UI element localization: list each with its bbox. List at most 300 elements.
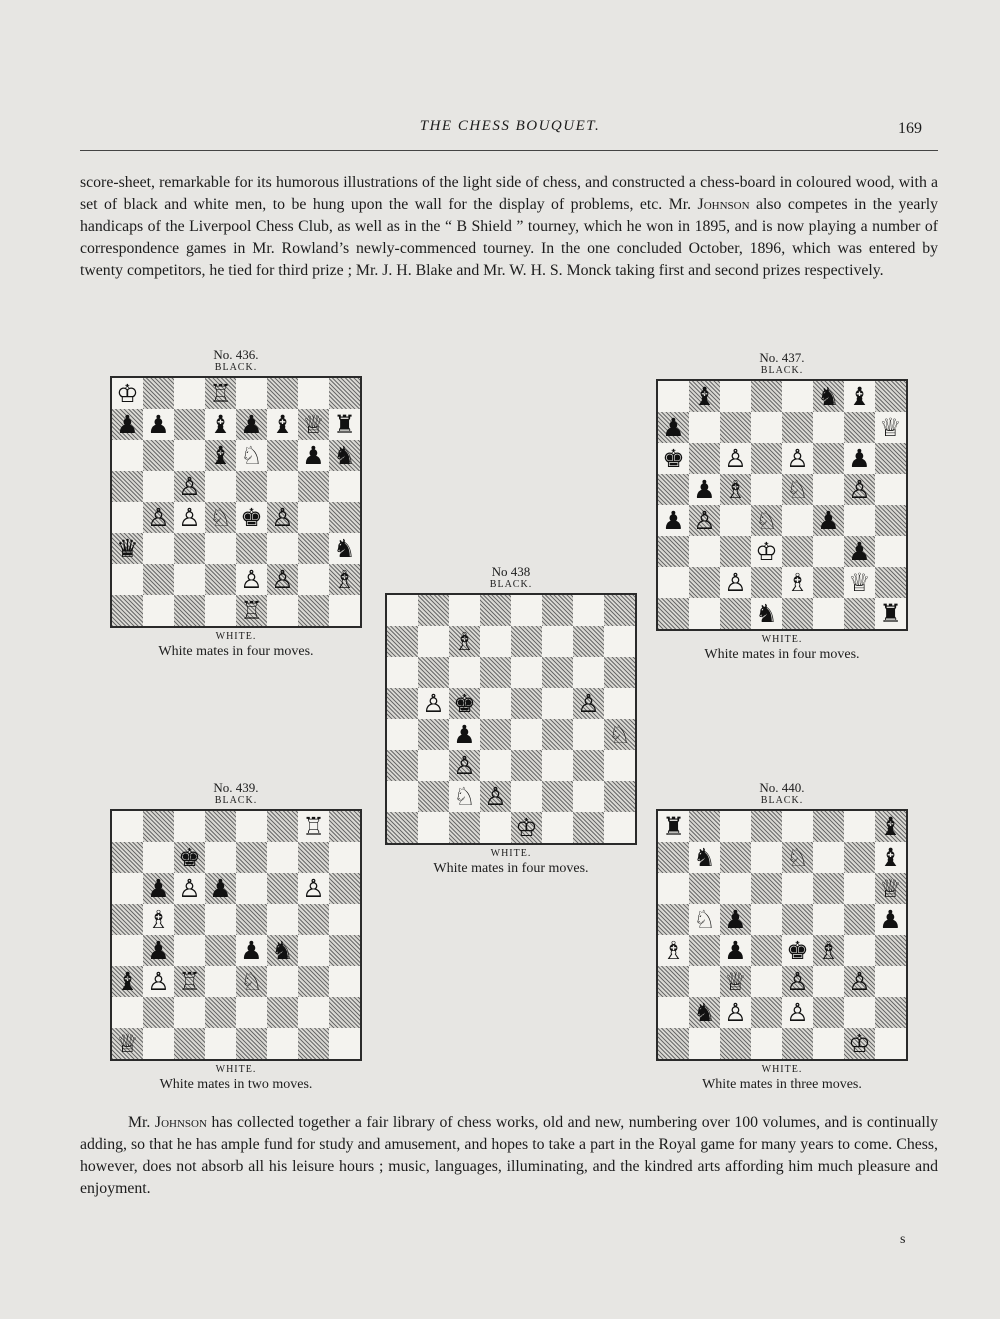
white-knight-icon: ♘ (786, 475, 809, 504)
running-title: THE CHESS BOUQUET. (419, 118, 601, 134)
white-pawn-icon: ♙ (178, 874, 201, 903)
board-square (112, 935, 143, 966)
board-square (573, 719, 604, 750)
board-square (511, 626, 542, 657)
problem-caption: White mates in two moves. (159, 1077, 313, 1092)
black-pawn-icon: ♟ (848, 537, 871, 566)
white-queen-icon: ♕ (724, 967, 747, 996)
board-square (143, 564, 174, 595)
problem-436 (110, 347, 362, 660)
board-square (813, 474, 844, 505)
board-square (542, 626, 573, 657)
board-square (205, 935, 236, 966)
board-square (542, 750, 573, 781)
white-pawn-icon: ♙ (786, 444, 809, 473)
board-square (236, 1028, 267, 1059)
white-queen-icon: ♕ (879, 874, 902, 903)
white-label: WHITE. (215, 1064, 257, 1075)
black-pawn-icon: ♟ (240, 410, 263, 439)
black-bishop-icon: ♝ (693, 382, 716, 411)
black-pawn-icon: ♟ (848, 444, 871, 473)
board-square (143, 471, 174, 502)
black-knight-icon: ♞ (271, 936, 294, 965)
board-square (782, 873, 813, 904)
board-square (387, 595, 418, 626)
problem-number: No. 440. (759, 780, 805, 795)
white-pawn-icon: ♙ (271, 503, 294, 532)
board-square (875, 505, 906, 536)
board-square (267, 904, 298, 935)
board-square (875, 935, 906, 966)
board-square (782, 412, 813, 443)
name-johnson: Johnson (697, 196, 750, 213)
board-square (143, 595, 174, 626)
white-bishop-icon: ♗ (817, 936, 840, 965)
board-square (542, 719, 573, 750)
board-square (658, 598, 689, 629)
white-queen-icon: ♕ (848, 568, 871, 597)
chess-board (385, 593, 637, 845)
board-square (875, 474, 906, 505)
board-square (112, 440, 143, 471)
board-square (751, 904, 782, 935)
board-square (751, 1028, 782, 1059)
board-square (174, 409, 205, 440)
black-king-icon: ♚ (240, 503, 263, 532)
board-square (387, 781, 418, 812)
board-square (720, 412, 751, 443)
board-square (205, 1028, 236, 1059)
board-square (658, 474, 689, 505)
board-square (604, 657, 635, 688)
black-knight-icon: ♞ (693, 843, 716, 872)
board-square (174, 595, 205, 626)
black-label: BLACK. (214, 362, 258, 373)
black-queen-icon: ♛ (116, 534, 139, 563)
board-square (689, 811, 720, 842)
board-square (813, 997, 844, 1028)
board-square (329, 966, 360, 997)
white-pawn-icon: ♙ (848, 967, 871, 996)
board-square (143, 811, 174, 842)
black-king-icon: ♚ (453, 689, 476, 718)
white-pawn-icon: ♙ (147, 503, 170, 532)
board-square (267, 842, 298, 873)
board-square (573, 750, 604, 781)
black-knight-icon: ♞ (817, 382, 840, 411)
board-square (689, 1028, 720, 1059)
board-square (418, 750, 449, 781)
board-square (267, 471, 298, 502)
white-knight-icon: ♘ (240, 441, 263, 470)
board-square (329, 595, 360, 626)
board-square (174, 1028, 205, 1059)
black-bishop-icon: ♝ (116, 967, 139, 996)
white-bishop-icon: ♗ (333, 565, 356, 594)
signature-mark: s (900, 1232, 906, 1247)
white-pawn-icon: ♙ (178, 472, 201, 501)
white-pawn-icon: ♙ (577, 689, 600, 718)
board-square (236, 378, 267, 409)
board-square (875, 567, 906, 598)
board-square (236, 904, 267, 935)
board-square (298, 997, 329, 1028)
white-rook-icon: ♖ (178, 967, 201, 996)
board-square (205, 533, 236, 564)
board-square (689, 598, 720, 629)
black-bishop-icon: ♝ (879, 843, 902, 872)
paragraph-1-text-a: score-sheet, remarkable for its humorous illustrations of the light side of chess, and constructed a chess-board in coloured wood, with a set of black and white men, to be hung upon the wall for the display of problems, etc. Mr. (80, 174, 938, 213)
board-square (604, 781, 635, 812)
board-square (720, 536, 751, 567)
white-rook-icon: ♖ (302, 812, 325, 841)
problem-438 (385, 564, 637, 877)
board-square (813, 873, 844, 904)
board-square (298, 533, 329, 564)
board-square (844, 873, 875, 904)
board-square (418, 626, 449, 657)
board-square (418, 781, 449, 812)
white-pawn-icon: ♙ (786, 998, 809, 1027)
board-square (143, 533, 174, 564)
board-square (542, 688, 573, 719)
black-pawn-icon: ♟ (453, 720, 476, 749)
white-label: WHITE. (490, 848, 532, 859)
white-bishop-icon: ♗ (147, 905, 170, 934)
board-square (267, 440, 298, 471)
board-square (720, 842, 751, 873)
board-square (720, 598, 751, 629)
board-square (844, 904, 875, 935)
board-square (449, 595, 480, 626)
board-square (143, 842, 174, 873)
white-queen-icon: ♕ (302, 410, 325, 439)
board-square (511, 750, 542, 781)
black-bishop-icon: ♝ (209, 441, 232, 470)
board-square (658, 567, 689, 598)
black-king-icon: ♚ (178, 843, 201, 872)
black-pawn-icon: ♟ (240, 936, 263, 965)
white-label: WHITE. (761, 634, 803, 645)
board-square (298, 904, 329, 935)
black-rook-icon: ♜ (879, 599, 902, 628)
board-square (112, 502, 143, 533)
board-square (511, 781, 542, 812)
board-square (782, 381, 813, 412)
board-square (844, 505, 875, 536)
board-square (782, 811, 813, 842)
header-rule (80, 150, 938, 151)
board-square (174, 440, 205, 471)
board-square (329, 378, 360, 409)
chess-board (656, 379, 908, 631)
board-square (511, 719, 542, 750)
board-square (573, 781, 604, 812)
board-square (205, 564, 236, 595)
board-square (267, 997, 298, 1028)
board-square (658, 1028, 689, 1059)
board-square (720, 1028, 751, 1059)
board-square (267, 966, 298, 997)
white-knight-icon: ♘ (786, 843, 809, 872)
black-label: BLACK. (760, 795, 804, 806)
board-square (112, 564, 143, 595)
board-square (112, 471, 143, 502)
black-pawn-icon: ♟ (693, 475, 716, 504)
board-square (267, 873, 298, 904)
board-square (143, 997, 174, 1028)
white-pawn-icon: ♙ (271, 565, 294, 594)
problem-437 (656, 350, 908, 663)
white-knight-icon: ♘ (755, 506, 778, 535)
board-square (689, 536, 720, 567)
black-pawn-icon: ♟ (147, 874, 170, 903)
board-square (689, 443, 720, 474)
board-square (813, 567, 844, 598)
board-square (174, 533, 205, 564)
paragraph-1 (80, 172, 938, 282)
white-pawn-icon: ♙ (422, 689, 445, 718)
board-square (720, 811, 751, 842)
board-square (112, 811, 143, 842)
board-square (236, 811, 267, 842)
white-queen-icon: ♕ (116, 1029, 139, 1058)
board-square (658, 873, 689, 904)
board-square (112, 595, 143, 626)
board-square (658, 381, 689, 412)
board-square (844, 598, 875, 629)
white-pawn-icon: ♙ (453, 751, 476, 780)
board-square (143, 440, 174, 471)
board-square (875, 381, 906, 412)
board-square (573, 595, 604, 626)
board-square (875, 1028, 906, 1059)
board-square (573, 626, 604, 657)
board-square (418, 719, 449, 750)
board-square (387, 750, 418, 781)
black-pawn-icon: ♟ (116, 410, 139, 439)
black-king-icon: ♚ (786, 936, 809, 965)
board-square (844, 935, 875, 966)
black-bishop-icon: ♝ (209, 410, 232, 439)
problem-caption: White mates in four moves. (158, 644, 314, 659)
board-square (658, 842, 689, 873)
board-square (511, 657, 542, 688)
black-label: BLACK. (214, 795, 258, 806)
white-knight-icon: ♘ (240, 967, 263, 996)
board-square (205, 966, 236, 997)
black-knight-icon: ♞ (333, 441, 356, 470)
board-square (449, 657, 480, 688)
board-square (205, 471, 236, 502)
page-number: 169 (898, 120, 922, 137)
board-square (751, 997, 782, 1028)
board-square (418, 657, 449, 688)
problem-440 (656, 780, 908, 1093)
problem-439 (110, 780, 362, 1093)
board-square (813, 598, 844, 629)
board-square (267, 1028, 298, 1059)
white-label: WHITE. (215, 631, 257, 642)
white-pawn-icon: ♙ (724, 998, 747, 1027)
board-square (604, 688, 635, 719)
board-square (298, 471, 329, 502)
board-square (720, 381, 751, 412)
board-square (112, 873, 143, 904)
white-knight-icon: ♘ (209, 503, 232, 532)
black-label: BLACK. (760, 365, 804, 376)
white-pawn-icon: ♙ (693, 506, 716, 535)
white-pawn-icon: ♙ (848, 475, 871, 504)
board-square (329, 904, 360, 935)
board-square (329, 997, 360, 1028)
black-bishop-icon: ♝ (879, 812, 902, 841)
board-square (329, 502, 360, 533)
board-square (782, 904, 813, 935)
board-square (658, 536, 689, 567)
black-knight-icon: ♞ (755, 599, 778, 628)
board-square (751, 873, 782, 904)
white-queen-icon: ♕ (879, 413, 902, 442)
board-square (542, 812, 573, 843)
board-square (604, 812, 635, 843)
board-square (689, 966, 720, 997)
board-square (658, 997, 689, 1028)
black-pawn-icon: ♟ (302, 441, 325, 470)
white-knight-icon: ♘ (608, 720, 631, 749)
black-rook-icon: ♜ (662, 812, 685, 841)
problem-caption: White mates in four moves. (704, 647, 860, 662)
white-rook-icon: ♖ (209, 379, 232, 408)
board-square (298, 966, 329, 997)
board-square (387, 688, 418, 719)
board-square (751, 474, 782, 505)
board-square (205, 811, 236, 842)
white-rook-icon: ♖ (240, 596, 263, 625)
board-square (720, 873, 751, 904)
paragraph-1-text-b: also competes in the yearly handicaps of the Liverpool Chess Club, as well as in the “ B Shield ” tourney, which he won in 1895, and is now playing a number of correspondence games in Mr. Rowland’s newly-commenced tourney. In the one concluded October, 1896, which was entered by twenty competitors, he tied for third prize ; Mr. J. H. Blake and Mr. W. H. S. Monck taking first and second prizes respectively. (80, 196, 938, 279)
board-square (658, 904, 689, 935)
white-pawn-icon: ♙ (178, 503, 201, 532)
board-square (751, 966, 782, 997)
board-square (143, 1028, 174, 1059)
board-square (751, 842, 782, 873)
board-square (689, 873, 720, 904)
black-king-icon: ♚ (662, 444, 685, 473)
board-square (205, 595, 236, 626)
board-square (604, 626, 635, 657)
white-pawn-icon: ♙ (484, 782, 507, 811)
black-pawn-icon: ♟ (147, 410, 170, 439)
board-square (236, 842, 267, 873)
board-square (143, 378, 174, 409)
white-pawn-icon: ♙ (724, 444, 747, 473)
board-square (844, 811, 875, 842)
black-bishop-icon: ♝ (271, 410, 294, 439)
board-square (112, 842, 143, 873)
board-square (418, 812, 449, 843)
board-square (542, 595, 573, 626)
board-square (205, 997, 236, 1028)
board-square (112, 904, 143, 935)
chess-board (110, 809, 362, 1061)
board-square (329, 935, 360, 966)
problem-number: No 438 (491, 564, 531, 579)
board-square (480, 719, 511, 750)
board-square (329, 873, 360, 904)
board-square (298, 502, 329, 533)
white-label: WHITE. (761, 1064, 803, 1075)
black-rook-icon: ♜ (333, 410, 356, 439)
board-square (844, 997, 875, 1028)
board-square (329, 471, 360, 502)
board-square (329, 1028, 360, 1059)
paragraph-2 (80, 1112, 938, 1200)
board-square (329, 842, 360, 873)
white-knight-icon: ♘ (693, 905, 716, 934)
black-label: BLACK. (489, 579, 533, 590)
board-square (813, 536, 844, 567)
board-square (174, 904, 205, 935)
paragraph-2-text-b: has collected together a fair library of chess works, old and new, numbering over 100 volumes, and is continually adding, so that he has ample fund for study and amusement, and hopes to take a part in the Royal game for many years to come. Chess, however, does not absorb all his leisure hours ; music, languages, illuminating, and the kindred arts affording him much pleasure and enjoyment. (80, 1114, 939, 1197)
board-square (751, 443, 782, 474)
board-square (329, 811, 360, 842)
white-pawn-icon: ♙ (147, 967, 170, 996)
board-square (449, 812, 480, 843)
board-square (267, 533, 298, 564)
chess-board (110, 376, 362, 628)
board-square (875, 443, 906, 474)
white-bishop-icon: ♗ (724, 475, 747, 504)
board-square (751, 381, 782, 412)
black-pawn-icon: ♟ (662, 413, 685, 442)
board-square (480, 750, 511, 781)
board-square (689, 935, 720, 966)
problem-number: No. 437. (759, 350, 805, 365)
white-king-icon: ♔ (515, 813, 538, 842)
board-square (542, 657, 573, 688)
board-square (689, 412, 720, 443)
paragraph-2-text-a: Mr. (128, 1114, 155, 1131)
white-bishop-icon: ♗ (786, 568, 809, 597)
board-square (174, 997, 205, 1028)
black-knight-icon: ♞ (333, 534, 356, 563)
white-bishop-icon: ♗ (453, 627, 476, 656)
board-square (720, 505, 751, 536)
problem-caption: White mates in three moves. (702, 1077, 862, 1092)
board-square (511, 595, 542, 626)
board-square (205, 842, 236, 873)
board-square (267, 811, 298, 842)
board-square (480, 595, 511, 626)
board-square (174, 378, 205, 409)
black-pawn-icon: ♟ (724, 905, 747, 934)
white-pawn-icon: ♙ (240, 565, 263, 594)
board-square (480, 626, 511, 657)
board-square (480, 657, 511, 688)
white-knight-icon: ♘ (453, 782, 476, 811)
board-square (236, 471, 267, 502)
board-square (298, 1028, 329, 1059)
black-pawn-icon: ♟ (147, 936, 170, 965)
board-square (782, 1028, 813, 1059)
board-square (782, 536, 813, 567)
black-pawn-icon: ♟ (209, 874, 232, 903)
board-square (542, 781, 573, 812)
board-square (298, 564, 329, 595)
name-johnson: Johnson (154, 1114, 207, 1131)
problem-number: No. 439. (213, 780, 259, 795)
